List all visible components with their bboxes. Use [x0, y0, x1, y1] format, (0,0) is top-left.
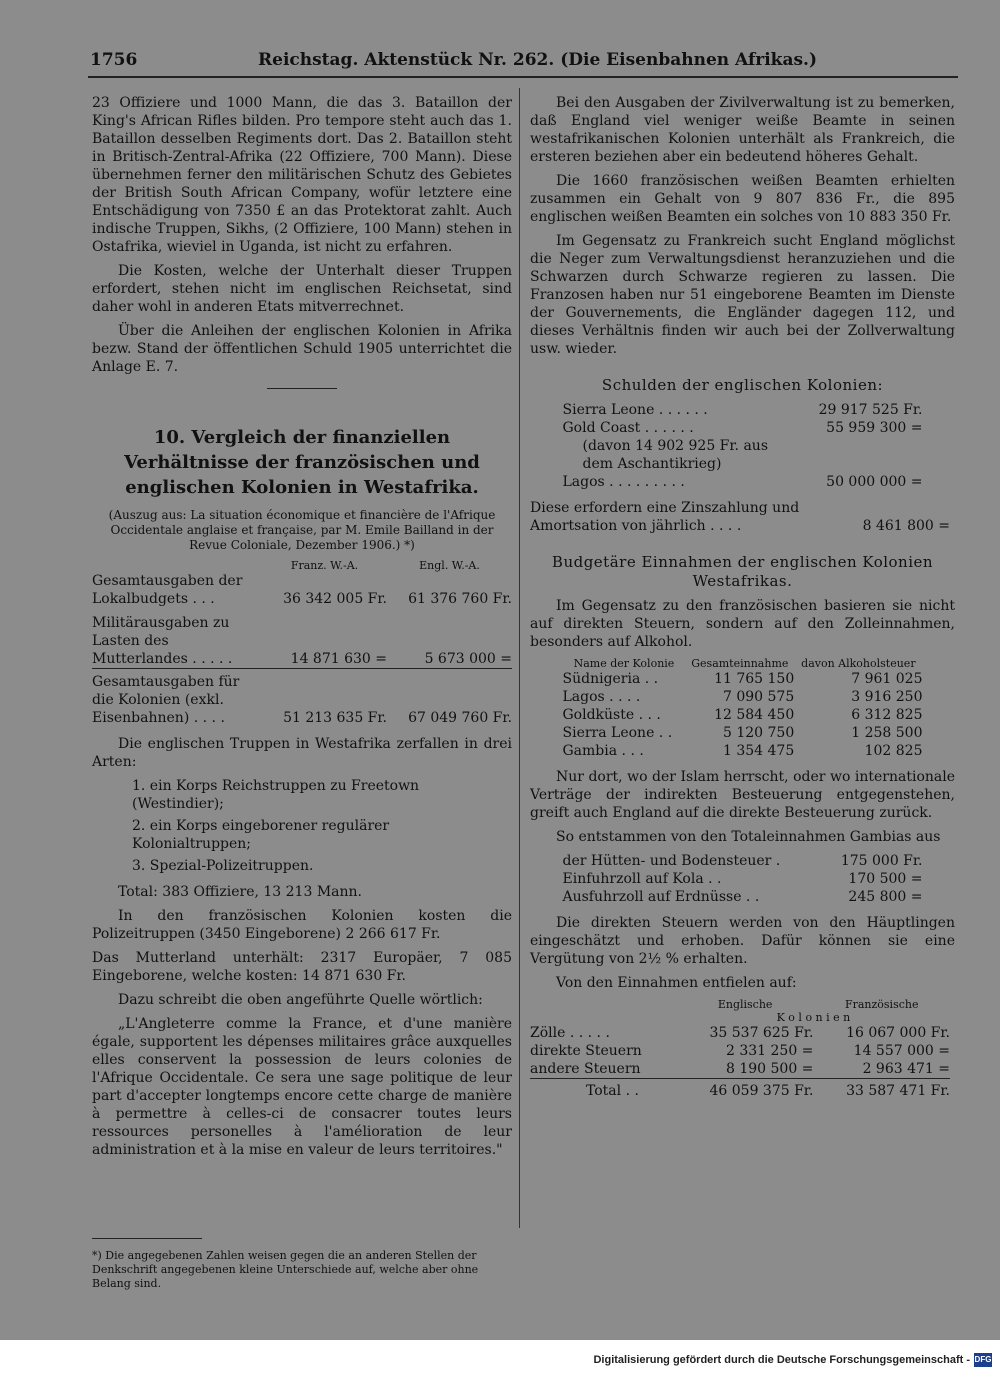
- column-header: Engl. W.-A.: [419, 559, 480, 572]
- dfg-logo: DFG: [974, 1353, 992, 1367]
- cell-value: 1 258 500: [851, 725, 923, 741]
- row-label: direkte Steuern: [530, 1043, 642, 1059]
- table-row: [563, 724, 923, 742]
- row-label: Gold Coast . . . . . .: [562, 420, 694, 436]
- cell-value: 3 916 250: [851, 689, 923, 705]
- row-label: Total . .: [530, 1079, 677, 1101]
- paragraph: Von den Einnahmen entfielen auf:: [556, 975, 797, 991]
- cell-value: 14 557 000 =: [853, 1043, 950, 1059]
- row-label: Südnigeria . .: [562, 671, 659, 687]
- income-comparison-table: [530, 998, 950, 1100]
- row-label: Goldküste . . .: [562, 707, 661, 723]
- cell-value: 12 584 450: [714, 707, 795, 723]
- cell-value: 102 825: [864, 743, 923, 759]
- paragraph: Im Gegensatz zu den französischen basieren sie nicht auf direkten Steuern, sondern auf den Zolleinnahmen, besonders auf Alkohol.: [530, 598, 955, 650]
- running-title: Reichstag. Aktenstück Nr. 262. (Die Eisenbahnen Afrikas.): [258, 50, 817, 70]
- paragraph: Die direkten Steuern werden von den Häuptlingen eingeschätzt und erhoben. Dafür können sie eine Vergütung von 2½ % erhalten.: [530, 915, 955, 967]
- row-label: andere Steuern: [530, 1061, 641, 1077]
- footnote-rule: [92, 1238, 202, 1239]
- row-label: Ausfuhrzoll auf Erdnüsse . .: [562, 889, 760, 905]
- list-item: 3. Spezial-Polizeitruppen.: [132, 858, 314, 874]
- paragraph: 23 Offiziere und 1000 Mann, die das 3. Bataillon der King's African Rifles bilden. Pro tempore steht auch das 1. Bataillon desselben Regiments dort. Das 2. Bataillon steht in Britisch-Zentral-Afrika (22 Offiziere, 700 Mann). Diese übernehmen ferner den militärischen Schutz des Gebietes der British South African Company, wofür letztere eine Entschädigung von 7350 £ an das Protektorat zahlt. Auch indische Truppen, Sikhs, (2 Offiziere, 100 Mann) stehen in Ostafrika, wieviel in Uganda, ist nicht zu erfahren.: [92, 95, 512, 255]
- table-row: [563, 742, 923, 760]
- paragraph: Bei den Ausgaben der Zivilverwaltung ist zu bemerken, daß England viel weniger weiße Beamte in seinen westafrikanischen Kolonien unterhält als Frankreich, die ersteren beziehen aber ein bedeutend höheres Gehalt.: [530, 95, 955, 165]
- cell-value: 175 000 Fr.: [840, 853, 923, 869]
- row-label: Militärausgaben zu Lasten des Mutterlandes . . . . .: [92, 615, 233, 667]
- cell-value: 55 959 300 =: [826, 420, 923, 436]
- cell-value: 50 000 000 =: [826, 474, 923, 490]
- cell-value: 170 500 =: [848, 871, 923, 887]
- row-label: Zölle . . . . .: [530, 1025, 610, 1041]
- right-column: [530, 94, 955, 1106]
- row-label: Lagos . . . . . . . . .: [562, 474, 685, 490]
- paragraph: Über die Anleihen der englischen Kolonien in Afrika bezw. Stand der öffentlichen Schuld 1905 unterrichtet die Anlage E. 7.: [92, 323, 512, 375]
- column-header: Franz. W.-A.: [290, 559, 359, 572]
- table-row: [563, 888, 923, 906]
- row-label: Sierra Leone . .: [562, 725, 673, 741]
- table-row: [530, 499, 950, 535]
- row-label: Gambia . . .: [562, 743, 644, 759]
- table-row: [92, 669, 512, 728]
- column-subheader: K o l o n i e n: [776, 1011, 851, 1024]
- section-rule: [267, 388, 337, 389]
- cell-value: 5 673 000 =: [424, 651, 512, 667]
- budget-title: Budgetäre Einnahmen der englischen Kolonien Westafrikas.: [551, 553, 934, 590]
- row-label: Gesamtausgaben der Lokalbudgets . . .: [92, 573, 243, 607]
- row-label: Diese erfordern eine Zinszahlung und Amortsation von jährlich . . . .: [530, 500, 800, 534]
- table-row: [563, 870, 923, 888]
- cell-value: 33 587 471 Fr.: [813, 1079, 950, 1101]
- cell-value: 36 342 005 Fr.: [283, 591, 387, 607]
- revenue-table: [563, 657, 923, 760]
- table-row: [92, 608, 512, 669]
- funding-credit: Digitalisierung gefördert durch die Deutsche Forschungsgemeinschaft -: [593, 1354, 970, 1366]
- cell-value: 51 213 635 Fr.: [262, 669, 387, 728]
- column-header: Englische: [717, 998, 773, 1011]
- footnote-text: *) Die angegebenen Zahlen weisen gegen die an anderen Stellen der Denkschrift angegebenen kleine Unterschiede auf, welche aber ohne Belang sind.: [92, 1249, 479, 1290]
- row-label: (davon 14 902 925 Fr. aus dem Aschantikrieg): [582, 438, 768, 472]
- column-header: davon Alkoholsteuer: [801, 657, 916, 670]
- paragraph: Die Kosten, welche der Unterhalt dieser Truppen erfordert, stehen nicht im englischen Reichsetat, sind daher wohl in anderen Etats mitverrechnet.: [92, 263, 512, 315]
- table-row: [563, 437, 923, 473]
- table-row: [563, 670, 923, 688]
- total-line: Total: 383 Offiziere, 13 213 Mann.: [118, 884, 362, 900]
- cell-value: 245 800 =: [848, 889, 923, 905]
- troop-list: [132, 777, 512, 875]
- table-row: [92, 572, 512, 608]
- table-row: [563, 473, 923, 491]
- table-row: [530, 1060, 950, 1079]
- footnote: [92, 1238, 512, 1291]
- gambia-table: [563, 852, 923, 906]
- table-row: [563, 401, 923, 419]
- cell-value: 7 961 025: [851, 671, 923, 687]
- debts-title: Schulden der englischen Kolonien:: [601, 376, 884, 394]
- cell-value: 11 765 150: [714, 671, 795, 687]
- cell-value: 61 376 760 Fr.: [408, 591, 512, 607]
- cell-value: 2 331 250 =: [725, 1043, 814, 1059]
- page-header: [88, 44, 958, 80]
- column-header: Französische: [844, 998, 919, 1011]
- row-label: der Hütten- und Bodensteuer .: [562, 853, 781, 869]
- french-quote: „L'Angleterre comme la France, et d'une manière égale, supportent les dépenses militaires grâce auxquelles elles conservent la possession de leurs colonies de l'Afrique Occidentale. Ce sera une sage politique de leur part d'accepter longtemps encore cette charge de manière à permettre à celles-ci de consacrer toutes leurs ressources personelles à l'amélioration de leur administration et à la mise en valeur de leurs territoires.": [92, 1016, 512, 1158]
- footer: [0, 1350, 1000, 1376]
- cell-value: 5 120 750: [722, 725, 795, 741]
- section-title: 10. Vergleich der finanziellen Verhältnisse der französischen und englischen Kolonien in Westafrika.: [124, 427, 480, 498]
- cell-value: [803, 437, 923, 473]
- debts-table: [563, 401, 923, 491]
- cell-value: 6 312 825: [851, 707, 923, 723]
- paragraph: Nur dort, wo der Islam herrscht, oder wo internationale Verträge der indirekten Besteuerung entgegenstehen, greift auch England auf die direkte Besteuerung zurück.: [530, 769, 955, 821]
- table-row: [563, 706, 923, 724]
- cell-value: 35 537 625 Fr.: [709, 1025, 814, 1041]
- row-label: Einfuhrzoll auf Kola . .: [562, 871, 722, 887]
- table-row: [563, 419, 923, 437]
- table-row: [563, 688, 923, 706]
- interest-table: [530, 499, 950, 535]
- paragraph: Dazu schreibt die oben angeführte Quelle wörtlich:: [118, 992, 483, 1008]
- paragraph: Die 1660 französischen weißen Beamten erhielten zusammen ein Gehalt von 9 807 836 Fr., die 895 englischen weißen Beamten ein solches von 10 883 350 Fr.: [530, 173, 955, 225]
- cell-value: 16 067 000 Fr.: [846, 1025, 950, 1041]
- paragraph: Im Gegensatz zu Frankreich sucht England möglichst die Neger zum Verwaltungsdienst heranzuziehen und die Schwarzen durch Schwarze regieren zu lassen. Die Franzosen haben nur 51 eingeborene Beamten im Dienste der Gouvernements, die Engländer dagegen 112, und dieses Verhältnis finden wir auch bei der Zollverwaltung usw. wieder.: [530, 233, 955, 357]
- comparison-table: [92, 559, 512, 727]
- cell-value: 2 963 471 =: [862, 1061, 950, 1077]
- column-divider: [519, 88, 520, 1228]
- paragraph: Das Mutterland unterhält: 2317 Europäer, 7 085 Eingeborene, welche kosten: 14 871 630 Fr.: [92, 950, 512, 984]
- cell-value: 7 090 575: [722, 689, 795, 705]
- source-note: (Auszug aus: La situation économique et financière de l'Afrique Occidentale anglaise et française, par M. Emile Bailland in der Revue Coloniale, Dezember 1906.) *): [108, 508, 496, 552]
- table-total-row: [530, 1079, 950, 1101]
- page-number: 1756: [90, 50, 138, 70]
- row-label: Gesamtausgaben für die Kolonien (exkl. Eisenbahnen) . . . .: [92, 669, 262, 728]
- table-row: [530, 1024, 950, 1042]
- table-row: [530, 1042, 950, 1060]
- list-item: 2. ein Korps eingeborener regulärer Kolonialtruppen;: [132, 818, 390, 852]
- list-item: 1. ein Korps Reichstruppen zu Freetown (Westindier);: [132, 778, 420, 812]
- paragraph: So entstammen von den Totaleinnahmen Gambias aus: [556, 829, 941, 845]
- paragraph: In den französischen Kolonien kosten die Polizeitruppen (3450 Eingeborene) 2 266 617 Fr.: [92, 908, 512, 942]
- cell-value: 67 049 760 Fr.: [387, 669, 512, 728]
- column-header: Gesamteinnahme: [691, 657, 789, 670]
- header-rule: [88, 76, 958, 78]
- table-row: [563, 852, 923, 870]
- left-column: [92, 94, 512, 1165]
- paragraph: Die englischen Truppen in Westafrika zerfallen in drei Arten:: [92, 736, 512, 770]
- cell-value: 14 871 630 =: [290, 651, 387, 667]
- cell-value: 8 461 800 =: [862, 518, 950, 534]
- cell-value: 46 059 375 Fr.: [677, 1079, 814, 1101]
- cell-value: 1 354 475: [722, 743, 795, 759]
- row-label: Sierra Leone . . . . . .: [562, 402, 708, 418]
- column-header: Name der Kolonie: [573, 657, 675, 670]
- cell-value: 29 917 525 Fr.: [818, 402, 923, 418]
- cell-value: 8 190 500 =: [725, 1061, 814, 1077]
- row-label: Lagos . . . .: [562, 689, 641, 705]
